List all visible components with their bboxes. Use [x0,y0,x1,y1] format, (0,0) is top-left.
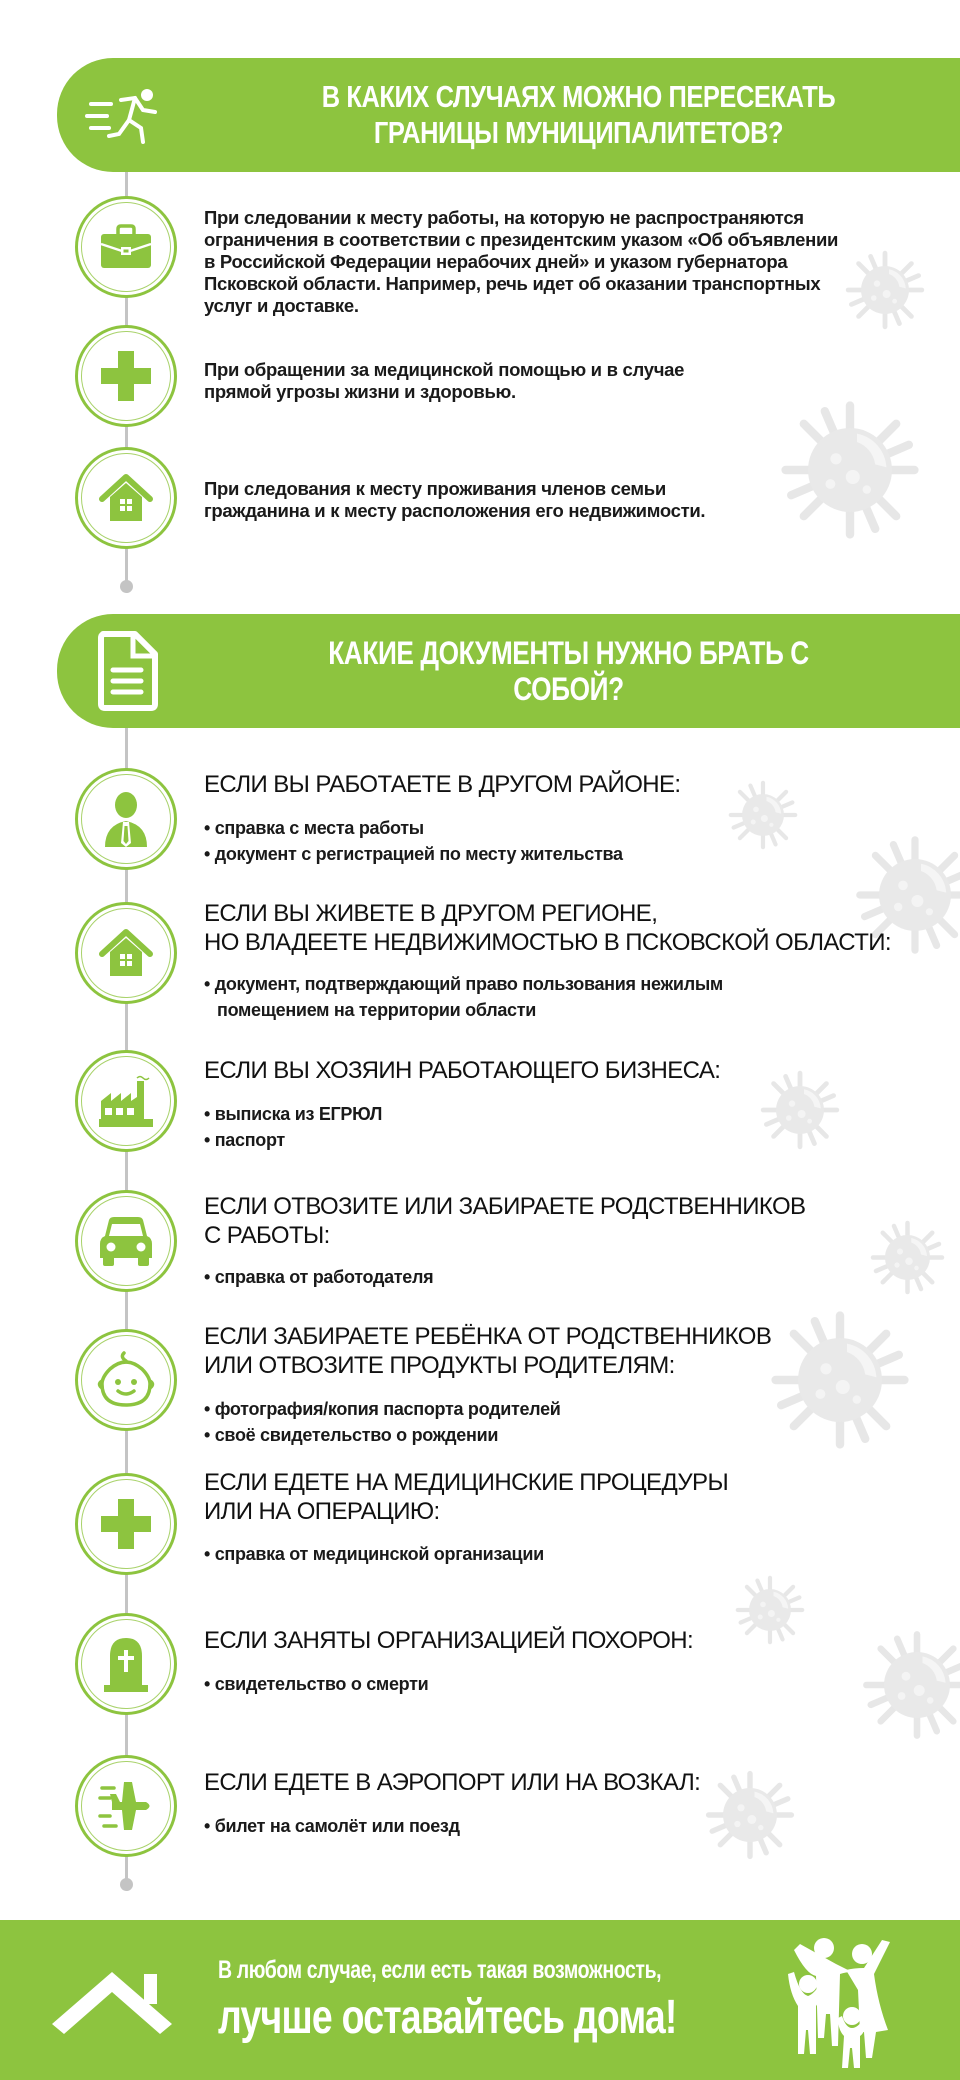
document-item: • выписка из ЕГРЮЛ [204,1101,382,1127]
document-item: • справка с места работы [204,815,623,841]
gravestone-icon [104,1636,148,1692]
document-item: • свидетельство о смерти [204,1671,428,1697]
section-title: КАКИЕ ДОКУМЕНТЫ НУЖНО БРАТЬ С СОБОЙ? [328,635,809,707]
icon-circle [75,1329,177,1431]
document-list [204,1813,460,1839]
document-case-heading: ЕСЛИ ВЫ ХОЗЯИН РАБОТАЮЩЕГО БИЗНЕСА: [204,1057,721,1084]
timeline-end-dot [120,1878,133,1891]
icon-circle [75,325,177,427]
crossing-case-work: При следовании к месту работы, на которую не распространяются ограничения в соответствии с президентским указом «Об объявлении в Российской Федерации нерабочих дней» и указом губернатора Псковской области. Например, речь идет об оказании транспортных услуг и доставке. [204,207,839,316]
virus-decoration-icon [728,780,798,850]
worker-icon [103,791,149,847]
document-case-heading: ЕСЛИ ВЫ РАБОТАЕТЕ В ДРУГОМ РАЙОНЕ: [204,771,681,798]
document-icon [97,630,159,712]
icon-circle [75,1613,177,1715]
briefcase-icon [100,224,152,270]
section-banner-crossing [57,58,960,172]
house-icon [98,473,154,523]
house-icon [98,928,154,978]
crossing-case-family: При следования к месту проживания членов семьи гражданина и к месту расположения его недвижимости. [204,478,706,521]
crossing-case-medical: При обращении за медицинской помощью и в случае прямой угрозы жизни и здоровью. [204,359,685,402]
document-case-heading: ЕСЛИ ЗАНЯТЫ ОРГАНИЗАЦИЕЙ ПОХОРОН: [204,1627,694,1654]
virus-decoration-icon [705,1770,795,1860]
virus-decoration-icon [845,250,925,330]
footer-banner [0,1920,960,2080]
footer-title: лучше оставайтесь дома! [218,1991,677,2044]
document-item: • документ, подтверждающий право пользования нежилым помещением на территории области [204,971,723,1023]
virus-decoration-icon [870,1220,945,1295]
medical-cross-icon [101,351,151,401]
document-list [204,1396,561,1448]
timeline-end-dot [120,580,133,593]
roof-icon [52,1968,186,2036]
airplane-icon [98,1776,154,1836]
document-item: • паспорт [204,1127,382,1153]
document-item: • документ с регистрацией по месту жительства [204,841,623,867]
icon-circle [75,1473,177,1575]
car-icon [99,1216,153,1266]
section-banner-documents [57,614,960,728]
document-item: • справка от работодателя [204,1264,433,1290]
virus-decoration-icon [862,1630,960,1740]
document-item: • фотография/копия паспорта родителей [204,1396,561,1422]
virus-decoration-icon [780,400,920,540]
document-list [204,815,623,867]
virus-decoration-icon [735,1575,805,1645]
family-icon [780,1934,910,2074]
document-list [204,1541,544,1567]
document-item: • билет на самолёт или поезд [204,1813,460,1839]
section-title: В КАКИХ СЛУЧАЯХ МОЖНО ПЕРЕСЕКАТЬ ГРАНИЦЫ МУНИЦИПАЛИТЕТОВ? [321,79,836,150]
document-case-heading: ЕСЛИ ЕДЕТЕ НА МЕДИЦИНСКИЕ ПРОЦЕДУРЫ ИЛИ НА ОПЕРАЦИЮ: [204,1469,729,1525]
document-list [204,971,723,1023]
document-item: • справка от медицинской организации [204,1541,544,1567]
icon-circle [75,447,177,549]
document-list [204,1264,433,1290]
document-case-heading: ЕСЛИ ЕДЕТЕ В АЭРОПОРТ ИЛИ НА ВОЗКАЛ: [204,1769,701,1796]
document-item: • своё свидетельство о рождении [204,1422,561,1448]
virus-decoration-icon [760,1070,840,1150]
document-case-heading: ЕСЛИ ЗАБИРАЕТЕ РЕБЁНКА ОТ РОДСТВЕННИКОВ ИЛИ ОТВОЗИТЕ ПРОДУКТЫ РОДИТЕЛЯМ: [204,1323,772,1379]
running-person-icon [85,86,165,146]
icon-circle [75,1755,177,1857]
icon-circle [75,768,177,870]
icon-circle [75,902,177,1004]
baby-face-icon [96,1351,156,1409]
footer-subtitle: В любом случае, если есть такая возможность, [218,1956,662,1984]
factory-icon [99,1075,153,1127]
icon-circle [75,1190,177,1292]
document-list [204,1671,428,1697]
document-case-heading: ЕСЛИ ОТВОЗИТЕ ИЛИ ЗАБИРАЕТЕ РОДСТВЕННИКОВ С РАБОТЫ: [204,1193,806,1249]
document-case-heading: ЕСЛИ ВЫ ЖИВЕТЕ В ДРУГОМ РЕГИОНЕ, НО ВЛАДЕЕТЕ НЕДВИЖИМОСТЬЮ В ПСКОВСКОЙ ОБЛАСТИ: [204,900,891,956]
icon-circle [75,1050,177,1152]
medical-cross-icon [101,1499,151,1549]
document-list [204,1101,382,1153]
icon-circle [75,196,177,298]
virus-decoration-icon [770,1310,910,1450]
